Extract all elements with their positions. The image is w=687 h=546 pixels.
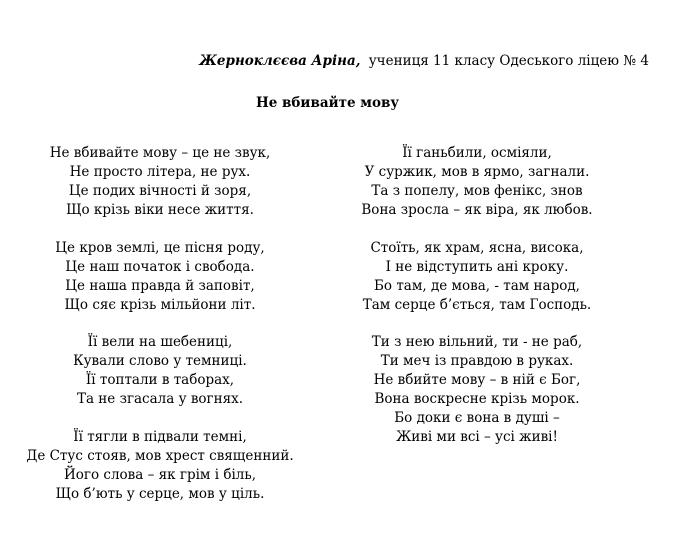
poem-line: Ти меч із правдою в руках. xyxy=(380,353,574,369)
poem-line: Та з попелу, мов фенікс, знов xyxy=(371,183,583,199)
stanza xyxy=(10,239,310,315)
poem-line: Бо там, де мова, - там народ, xyxy=(374,277,580,294)
author-name: Жерноклєєва Аріна, xyxy=(199,53,361,69)
stanza xyxy=(10,144,310,220)
poem-line: Її ганьбили, осміяли, xyxy=(402,145,552,161)
poem-line: Кували слово у темниці. xyxy=(73,353,247,369)
stanza xyxy=(10,428,310,504)
poem-line: Бо доки є вона в душі – xyxy=(394,410,560,426)
poem-line: Там серце б’ється, там Господь. xyxy=(362,296,592,313)
poem-line: Це подих вічності й зоря, xyxy=(68,183,252,199)
poem-line: Це наш початок і свобода. xyxy=(65,258,255,275)
poem-line: Ти з нею вільний, ти - не раб, xyxy=(371,334,583,350)
stanza xyxy=(327,239,627,315)
poem-line: Не вбийте мову – в ній є Бог, xyxy=(373,372,581,388)
poem-line: Його слова – як грім і біль, xyxy=(64,466,256,483)
poem-line: Живі ми всі – усі живі! xyxy=(396,429,558,445)
poem-line: Не просто літера, не рух. xyxy=(69,164,251,180)
poem-line: Це кров землі, це пісня роду, xyxy=(55,239,265,256)
author-header xyxy=(199,53,649,69)
poem-line: Що сяє крізь мільйони літ. xyxy=(64,296,256,313)
poem-line: Що крізь віки несе життя. xyxy=(66,202,254,218)
poem-line: Це наша правда й заповіт, xyxy=(65,277,255,294)
poem-line: І не відступить ані кроку. xyxy=(385,258,569,275)
poem-line: Її топтали в таборах, xyxy=(85,372,235,388)
stanza xyxy=(10,333,310,409)
author-info: учениця 11 класу Одеського ліцею № 4 xyxy=(368,53,649,69)
poem-title: Не вбивайте мову xyxy=(256,95,399,111)
stanza xyxy=(327,144,627,220)
poem-line: Де Стус стояв, мов хрест священний. xyxy=(26,447,294,464)
poem-line: Не вбивайте мову – це не звук, xyxy=(49,145,271,161)
poem-line: У суржик, мов в ярмо, загнали. xyxy=(364,164,590,180)
poem-line: Її тягли в підвали темні, xyxy=(73,428,247,445)
poem-line: Її вели на шебениці, xyxy=(87,334,233,350)
poem-line: Та не згасала у вогнях. xyxy=(76,391,244,407)
poem-line: Що б’ють у серце, мов у ціль. xyxy=(55,485,265,502)
poem-line: Стоїть, як храм, ясна, висока, xyxy=(370,239,584,256)
poem-line: Вона зросла – як віра, як любов. xyxy=(361,202,593,218)
stanza xyxy=(327,333,627,447)
poem-line: Вона воскресне крізь морок. xyxy=(374,391,580,407)
poem-left-column xyxy=(10,144,310,522)
poem-right-column xyxy=(327,144,627,466)
